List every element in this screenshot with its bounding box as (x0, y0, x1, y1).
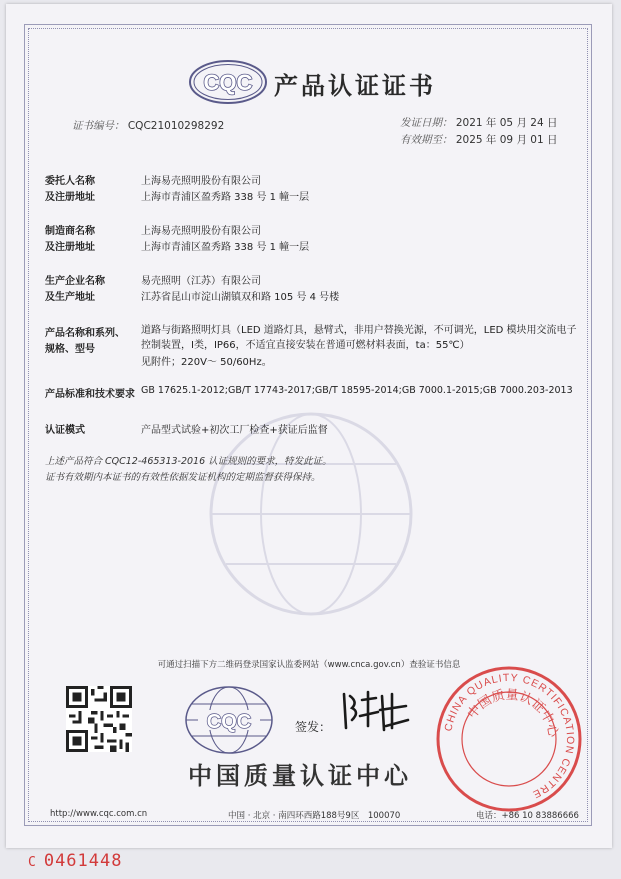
cqc-globe-logo-text: CQC (206, 711, 252, 733)
expiry-date-value: 2025 年 09 月 01 日 (455, 134, 558, 146)
issue-date-label: 发证日期： (400, 117, 453, 129)
standard-value: GB 17625.1-2012;GB/T 17743-2017;GB/T 18595-2014;GB 7000.1-2015;GB 7000.203-2013 (141, 385, 573, 396)
cert-number-value: CQC21010298292 (127, 120, 225, 132)
qr-instruction: 可通过扫描下方二维码登录国家认监委网站（www.cnca.gov.cn）查验证书信息 (157, 660, 461, 670)
seal-inner-text: 中国质量认证中心 (464, 687, 561, 739)
client-address: 上海市青浦区盈秀路 338 号 1 幢一层 (141, 192, 310, 203)
serial-number (28, 851, 122, 871)
signature-label: 签发： (295, 720, 332, 734)
issue-date (400, 115, 557, 130)
cqc-globe-logo (184, 684, 274, 756)
issuer-name: 中国质量认证中心 (188, 762, 412, 790)
maker-label-2: 及注册地址 (45, 242, 95, 253)
product-label-1: 产品名称和系列、 (45, 328, 125, 339)
client-name: 上海易壳照明股份有限公司 (141, 176, 261, 187)
note-line-2: 证书有效期内本证书的有效性依据发证机构的定期监督获得保持。 (45, 472, 321, 483)
footer-url[interactable]: http://www.cqc.com.cn (50, 809, 148, 819)
product-description: 道路与街路照明灯具（LED 道路灯具，悬臂式，非用户替换光源，不可调光，LED 模块用交流电子控制装置，Ⅰ类，IP66，不适宜直接安装在普通可燃材料表面，ta：55℃） (141, 325, 577, 351)
expiry-date-label: 有效期至： (400, 134, 453, 146)
expiry-date (400, 132, 557, 147)
factory-label-2: 及生产地址 (45, 292, 95, 303)
handwritten-signature (336, 686, 416, 736)
page-title: 产品认证证书 (274, 72, 436, 100)
qr-code[interactable] (66, 686, 132, 752)
cqc-logo (188, 59, 268, 105)
seal-outer-text: CHINA QUALITY CERTIFICATION CENTRE (442, 671, 577, 801)
official-red-seal (434, 664, 584, 814)
serial-prefix: C (28, 855, 36, 870)
cert-number (72, 118, 224, 133)
cqc-logo-text: CQC (203, 70, 253, 95)
product-label-2: 规格、型号 (45, 344, 95, 355)
client-label-2: 及注册地址 (45, 192, 95, 203)
product-description-2: 见附件；220V～ 50/60Hz。 (141, 357, 272, 368)
footer-address: 中国 · 北京 · 南四环西路188号9区 100070 (228, 811, 401, 821)
standard-label: 产品标准和技术要求 (45, 389, 135, 400)
cert-number-label: 证书编号： (72, 120, 125, 132)
maker-label-1: 制造商名称 (45, 226, 95, 237)
note-line-1: 上述产品符合 CQC12-465313-2016 认证规则的要求，特发此证。 (45, 456, 332, 467)
maker-name: 上海易壳照明股份有限公司 (141, 226, 261, 237)
footer-telephone: 电话：+86 10 83886666 (476, 811, 579, 821)
certificate-sheet (6, 4, 612, 848)
serial-value: 0461448 (43, 851, 123, 871)
client-label-1: 委托人名称 (45, 176, 95, 187)
issue-date-value: 2021 年 05 月 24 日 (455, 117, 558, 129)
watermark-globe-logo (201, 404, 421, 624)
factory-name: 易壳照明（江苏）有限公司 (141, 276, 261, 287)
mode-value: 产品型式试验+初次工厂检查+获证后监督 (141, 425, 328, 436)
factory-label-1: 生产企业名称 (45, 276, 105, 287)
maker-address: 上海市青浦区盈秀路 338 号 1 幢一层 (141, 242, 310, 253)
mode-label: 认证模式 (45, 425, 85, 436)
factory-address: 江苏省昆山市淀山湖镇双和路 105 号 4 号楼 (141, 292, 340, 303)
